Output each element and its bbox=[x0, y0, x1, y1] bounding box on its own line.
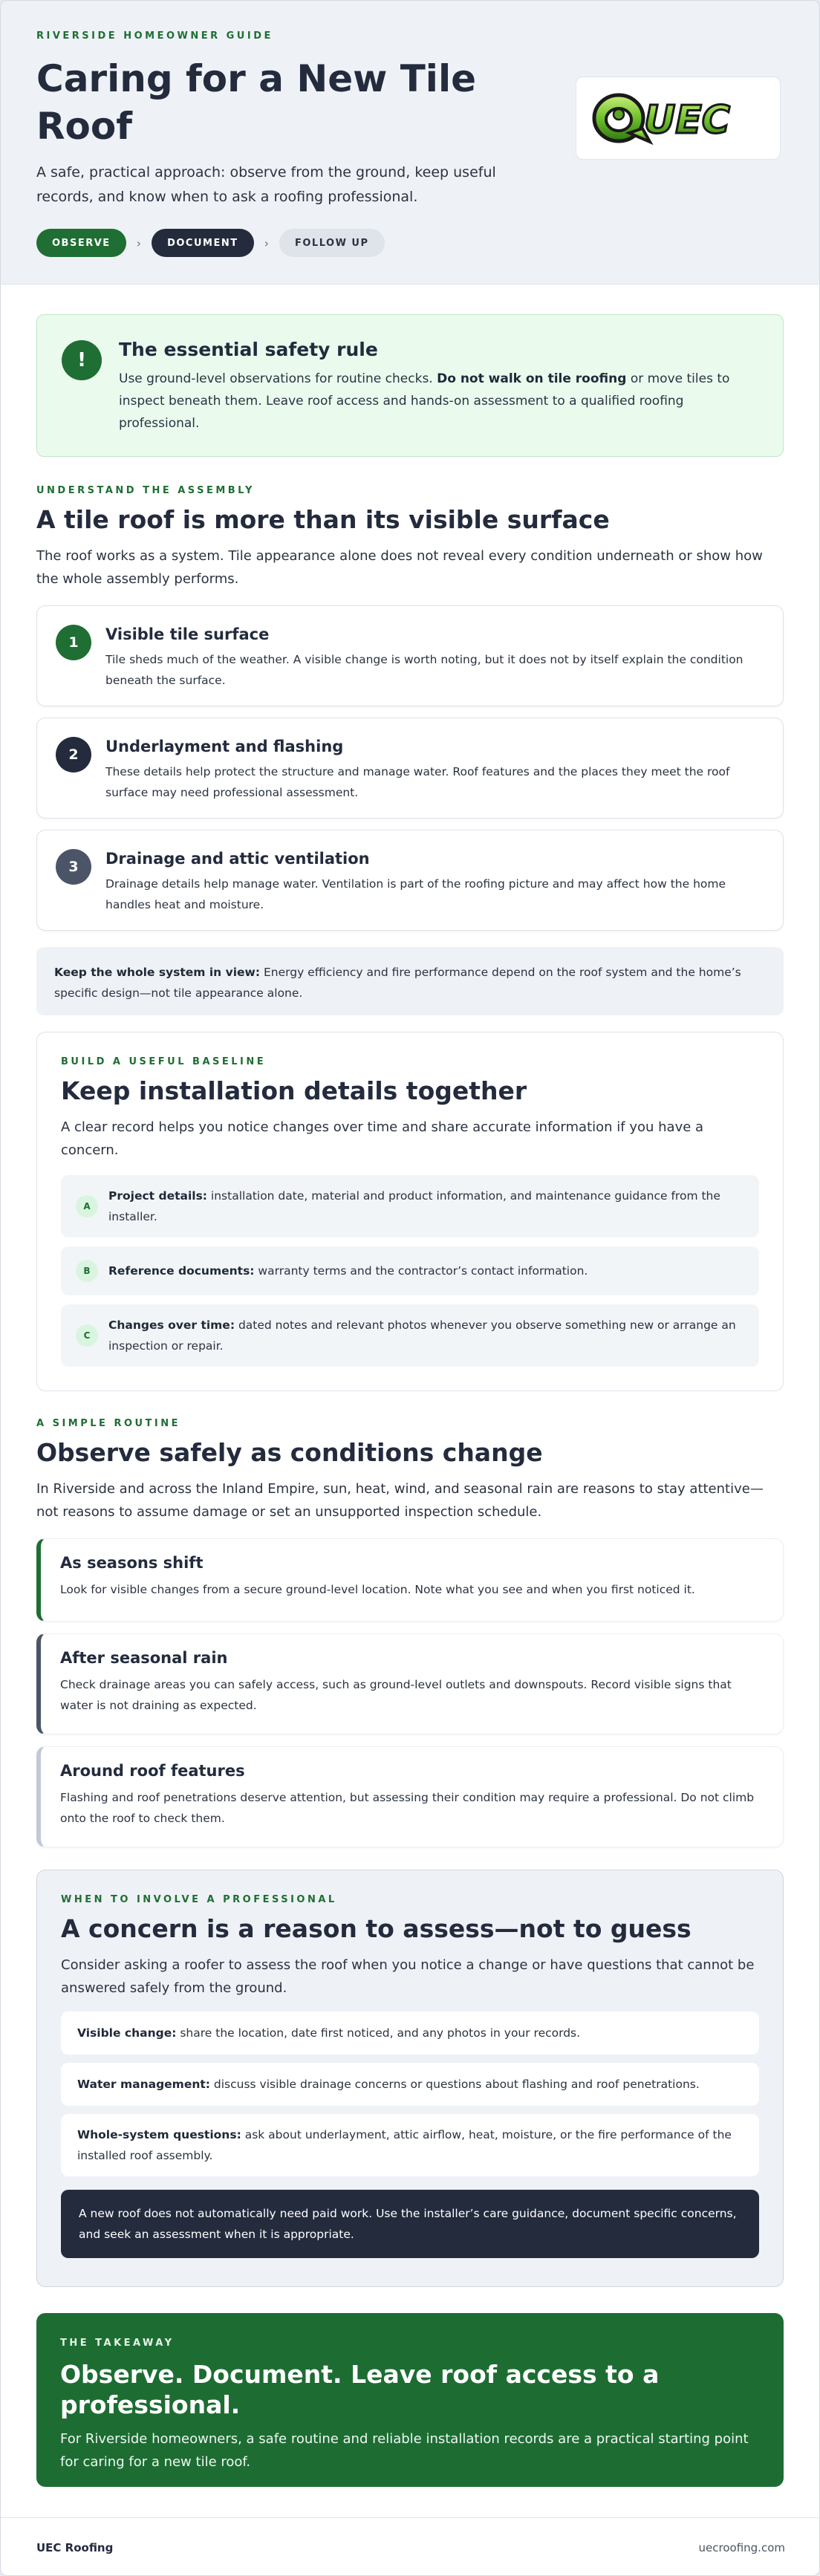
card-title: Visible tile surface bbox=[105, 625, 270, 643]
professional-eyebrow: WHEN TO INVOLVE A PROFESSIONAL bbox=[61, 1894, 337, 1905]
hero-header bbox=[1, 1, 819, 284]
uec-logo bbox=[590, 90, 766, 146]
step-observe: OBSERVE bbox=[36, 229, 126, 257]
step-number-badge: 3 bbox=[56, 849, 91, 885]
safety-text: Use ground-level observations for routine checks. Do not walk on tile roofing or move tiles to inspect beneath them. Leave roof access and hands-on assessment to a qualified roofing professional. bbox=[119, 371, 730, 431]
footer-link[interactable]: uecroofing.com bbox=[698, 2540, 785, 2554]
step-number-badge: 1 bbox=[56, 625, 91, 660]
header-eyebrow: RIVERSIDE HOMEOWNER GUIDE bbox=[36, 30, 273, 42]
record-badge: C bbox=[76, 1324, 98, 1347]
assembly-section bbox=[36, 485, 784, 1015]
safety-callout bbox=[36, 314, 784, 457]
professional-item: Water management: discuss visible drainage concerns or questions about flashing and roof penetrations. bbox=[61, 2063, 759, 2106]
professional-callout: A new roof does not automatically need paid work. Use the installer’s care guidance, document specific concerns, and seek an assessment when it is appropriate. bbox=[61, 2190, 759, 2258]
takeaway-title: Observe. Document. Leave roof access to a professional. bbox=[60, 2360, 660, 2419]
footer-brand: UEC Roofing bbox=[36, 2540, 114, 2554]
assembly-title: A tile roof is more than its visible surface bbox=[36, 505, 610, 534]
logo-box bbox=[576, 77, 781, 160]
routine-eyebrow: A SIMPLE ROUTINE bbox=[36, 1418, 181, 1429]
baseline-title: Keep installation details together bbox=[61, 1076, 527, 1105]
routine-card-text: Flashing and roof penetrations deserve attention, but assessing their condition may require a professional. Do not climb onto the roof to check them. bbox=[60, 1791, 755, 1825]
card-title: Underlayment and flashing bbox=[105, 738, 344, 755]
baseline-lead: A clear record helps you notice changes over time and share accurate information if you have a concern. bbox=[61, 1119, 704, 1158]
routine-card bbox=[36, 1538, 784, 1622]
step-document: DOCUMENT bbox=[152, 229, 254, 257]
takeaway-banner bbox=[36, 2313, 784, 2487]
safety-title: The essential safety rule bbox=[119, 339, 378, 360]
exclamation-icon: ! bbox=[62, 340, 102, 380]
professional-lead: Consider asking a roofer to assess the roof when you notice a change or have questions that cannot be answered safely from the ground. bbox=[61, 1957, 755, 1996]
page-title: Caring for a New Tile Roof bbox=[36, 57, 476, 148]
footer bbox=[1, 2517, 820, 2576]
routine-lead: In Riverside and across the Inland Empire, sun, heat, wind, and seasonal rain are reasons to stay attentive—not reasons to assume damage or set an unsupported inspection schedule. bbox=[36, 1481, 764, 1520]
professional-item: Visible change: share the location, date first noticed, and any photos in your records. bbox=[61, 2011, 759, 2055]
assembly-card bbox=[36, 830, 784, 931]
professional-panel bbox=[36, 1870, 784, 2287]
baseline-panel bbox=[36, 1032, 784, 1391]
logo-text: UEC bbox=[644, 98, 730, 143]
professional-item: Whole-system questions: ask about underlayment, attic airflow, heat, moisture, or the fire performance of the installed roof assembly. bbox=[61, 2114, 759, 2176]
step-number-badge: 2 bbox=[56, 737, 91, 773]
routine-card-title: After seasonal rain bbox=[60, 1649, 228, 1667]
routine-card-title: Around roof features bbox=[60, 1762, 245, 1780]
takeaway-eyebrow: THE TAKEAWAY bbox=[60, 2338, 175, 2349]
routine-card-text: Look for visible changes from a secure ground-level location. Note what you see and when you first noticed it. bbox=[60, 1583, 695, 1596]
assembly-card bbox=[36, 718, 784, 819]
baseline-eyebrow: BUILD A USEFUL BASELINE bbox=[61, 1056, 267, 1067]
chevron-right-icon: › bbox=[264, 235, 269, 250]
assembly-lead: The roof works as a system. Tile appearance alone does not reveal every condition underneath or show how the whole assembly performs. bbox=[36, 548, 763, 587]
step-follow-up: FOLLOW UP bbox=[279, 229, 385, 257]
record-item: A Project details: installation date, material and product information, and maintenance guidance from the installer. bbox=[61, 1175, 759, 1237]
routine-section bbox=[36, 1418, 784, 1847]
professional-title: A concern is a reason to assess—not to guess bbox=[61, 1914, 692, 1943]
routine-card-text: Check drainage areas you can safely access, such as ground-level outlets and downspouts. Record visible signs that water is not draining as expected. bbox=[60, 1678, 732, 1712]
page-subtitle: A safe, practical approach: observe from the ground, keep useful records, and know when to ask a roofing professional. bbox=[36, 164, 496, 205]
record-item: B Reference documents: warranty terms and the contractor’s contact information. bbox=[61, 1246, 759, 1295]
card-title: Drainage and attic ventilation bbox=[105, 850, 370, 868]
steps-row bbox=[36, 229, 784, 257]
record-badge: B bbox=[76, 1260, 98, 1282]
routine-card-title: As seasons shift bbox=[60, 1554, 204, 1572]
chevron-right-icon: › bbox=[136, 235, 142, 250]
card-text: Drainage details help manage water. Ventilation is part of the roofing picture and may affect how the home handles heat and moisture. bbox=[105, 877, 726, 911]
card-text: These details help protect the structure and manage water. Roof features and the places they meet the roof surface may need professional assessment. bbox=[105, 765, 730, 799]
record-item: C Changes over time: dated notes and relevant photos whenever you observe something new or arrange an inspection or repair. bbox=[61, 1304, 759, 1367]
takeaway-text: For Riverside homeowners, a safe routine and reliable installation records are a practical starting point for caring for a new tile roof. bbox=[60, 2431, 749, 2470]
assembly-eyebrow: UNDERSTAND THE ASSEMBLY bbox=[36, 485, 255, 496]
card-text: Tile sheds much of the weather. A visible change is worth noting, but it does not by itself explain the condition beneath the surface. bbox=[105, 653, 743, 687]
assembly-card bbox=[36, 605, 784, 706]
routine-card bbox=[36, 1746, 784, 1847]
routine-title: Observe safely as conditions change bbox=[36, 1438, 543, 1467]
routine-card bbox=[36, 1633, 784, 1734]
system-note: Keep the whole system in view: Energy efficiency and fire performance depend on the roof system and the home’s specific design—not tile appearance alone. bbox=[36, 947, 784, 1015]
record-badge: A bbox=[76, 1195, 98, 1217]
